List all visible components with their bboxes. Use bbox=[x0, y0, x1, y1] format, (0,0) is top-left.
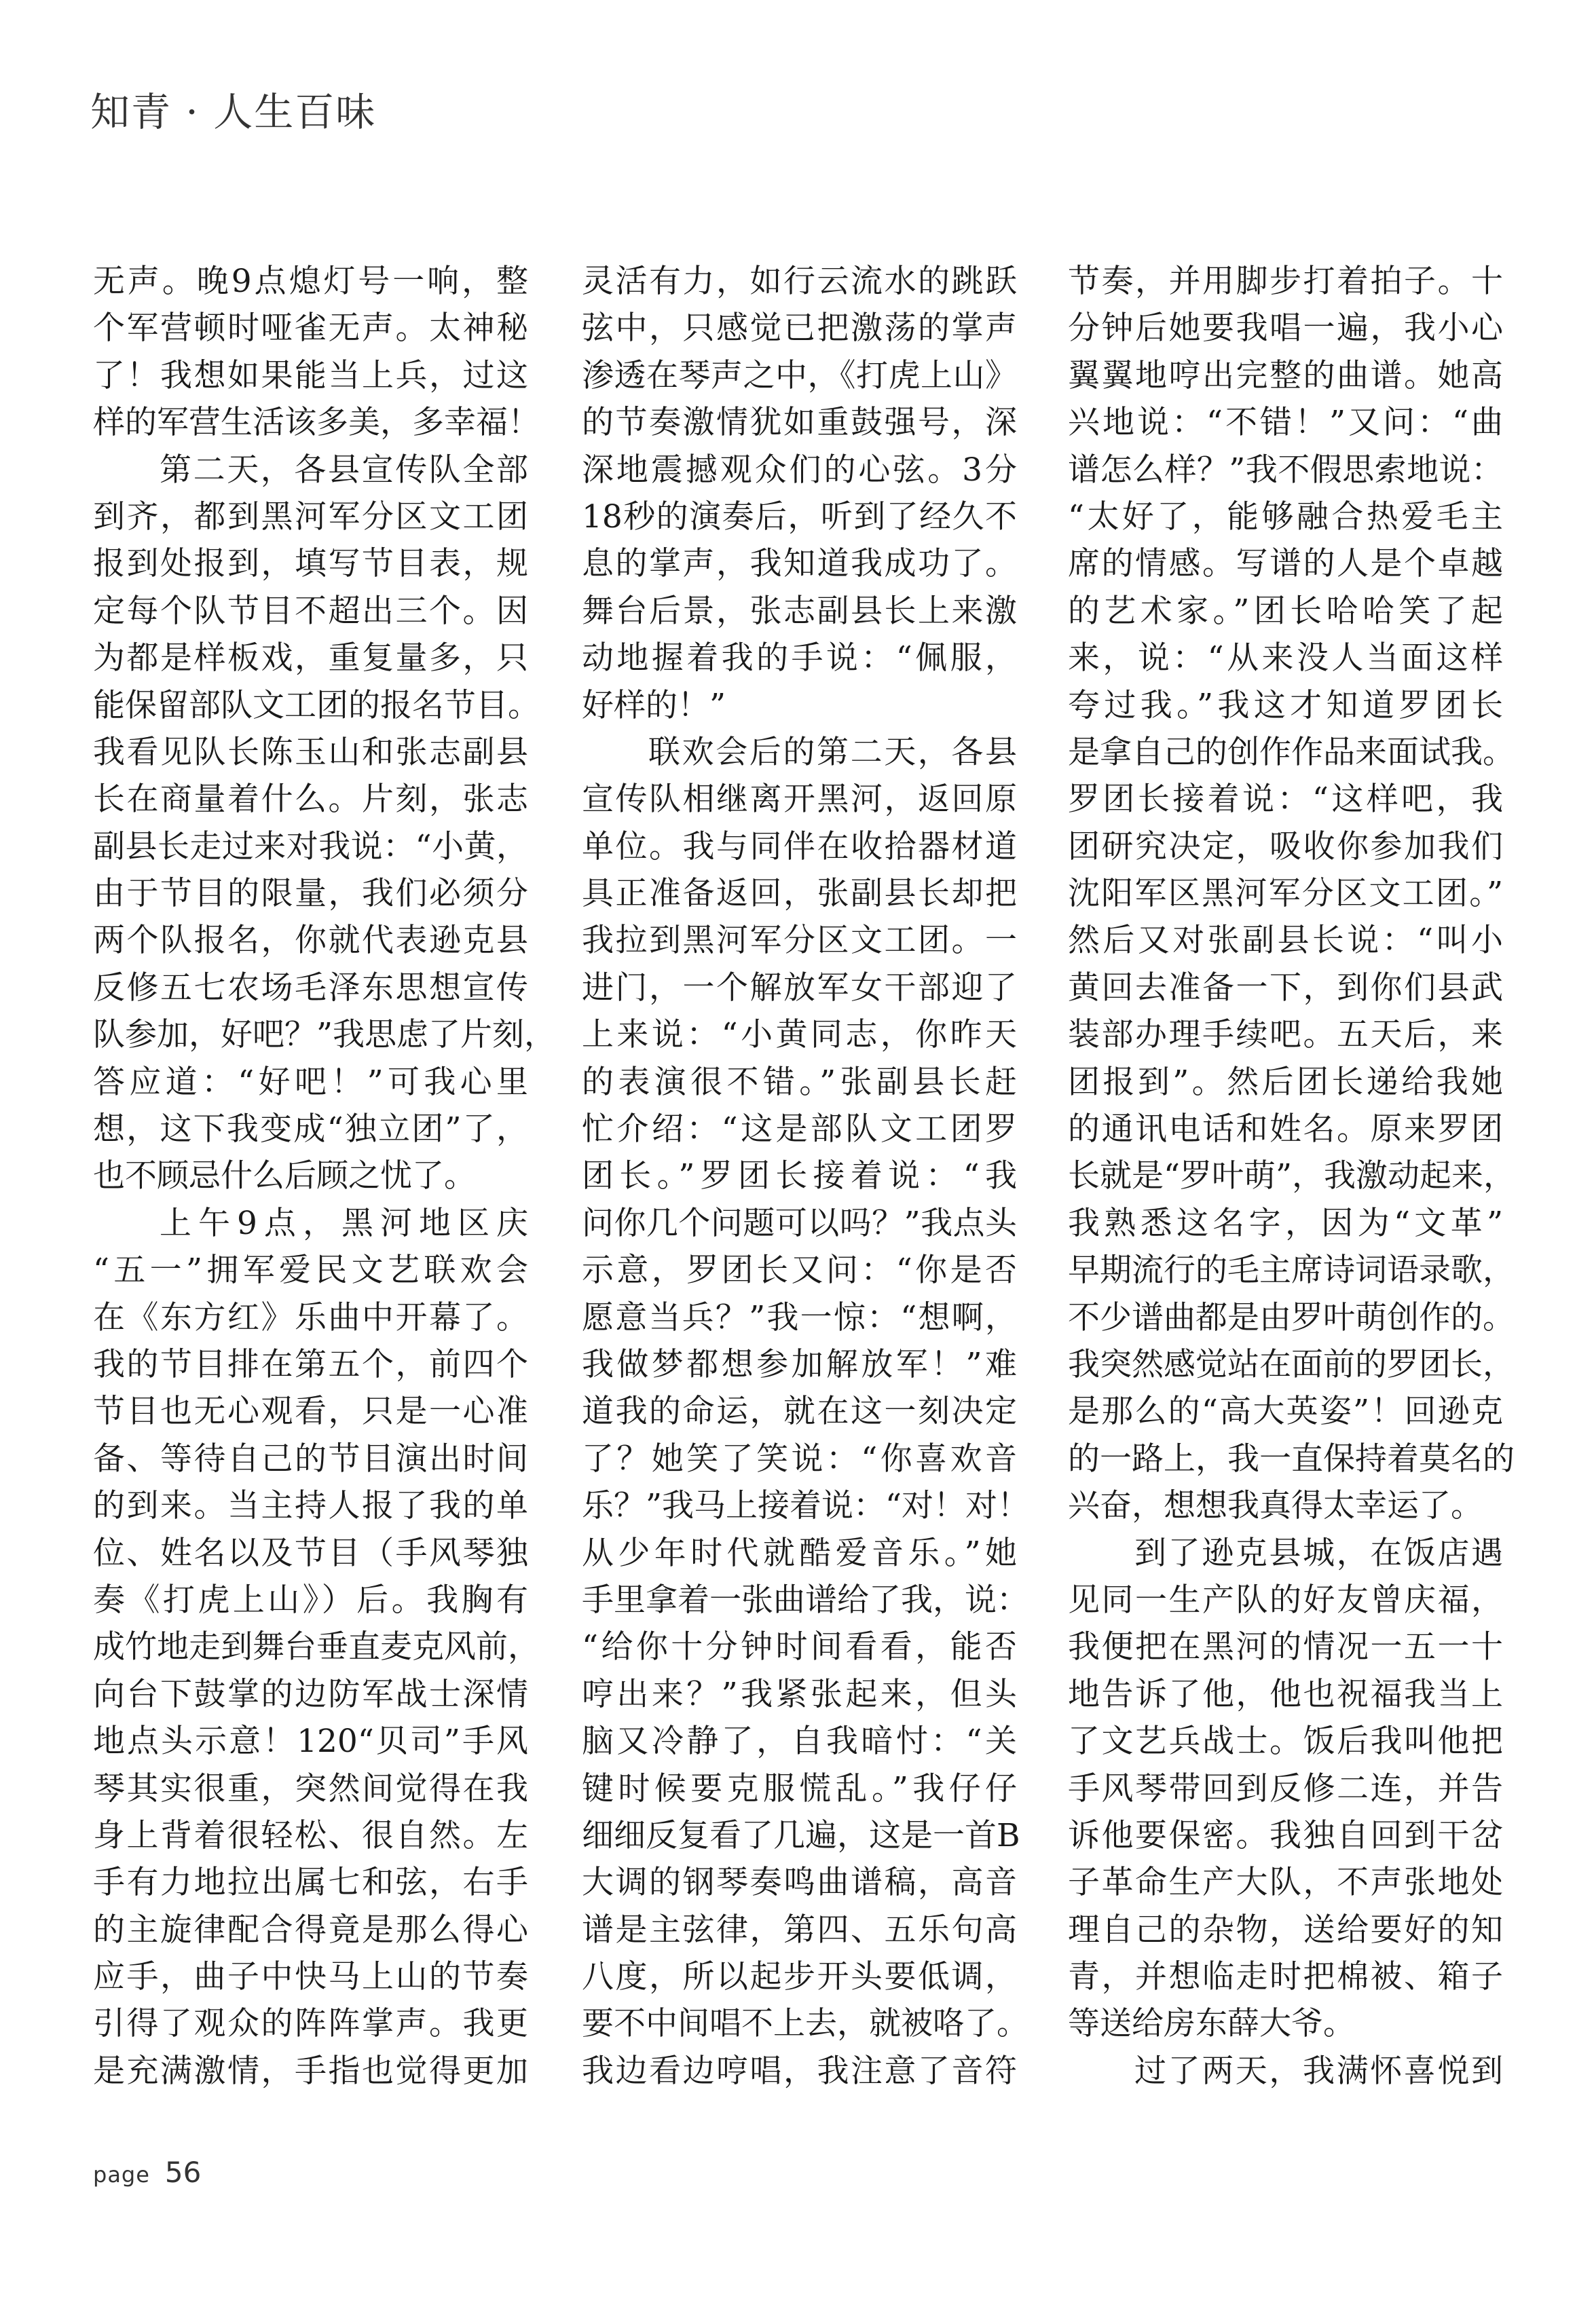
text-line: 装部办理手续吧。五天后，来 bbox=[1068, 1016, 1503, 1054]
text-line: 琴其实很重，突然间觉得在我 bbox=[93, 1769, 528, 1807]
text-line: 夸过我。”我这才知道罗团长 bbox=[1068, 686, 1503, 724]
text-line: 动地握着我的手说：“佩服， bbox=[582, 639, 1017, 677]
text-line: 到了逊克县城，在饭店遇 bbox=[1134, 1534, 1503, 1572]
text-line: 具正准备返回，张副县长却把 bbox=[582, 875, 1017, 913]
text-line: 应手，曲子中快马上山的节奏 bbox=[93, 1958, 528, 1996]
text-line: 地点头示意！120“贝司”手风 bbox=[93, 1723, 528, 1761]
text-column-3 bbox=[1068, 258, 1516, 2095]
text-line: 成竹地走到舞台垂直麦克风前， bbox=[93, 1628, 540, 1666]
text-line: 息的掌声，我知道我成功了。 bbox=[582, 545, 1017, 583]
text-line: 兴地说：“不错！”又问：“曲 bbox=[1068, 404, 1503, 442]
text-line: 理自己的杂物，送给要好的知 bbox=[1068, 1911, 1503, 1949]
text-line: “给你十分钟时间看看，能否 bbox=[582, 1628, 1017, 1666]
text-line: 八度，所以起步开头要低调， bbox=[582, 1958, 1017, 1996]
text-line: 我看见队长陈玉山和张志副县 bbox=[93, 733, 528, 771]
text-line: 子革命生产大队，不声张地处 bbox=[1068, 1864, 1503, 1902]
text-line: 答应道：“好吧！”可我心里 bbox=[93, 1063, 528, 1101]
text-line: 为都是样板戏，重复量多，只 bbox=[93, 639, 528, 677]
text-line: 的节奏激情犹如重鼓强号，深 bbox=[582, 404, 1017, 442]
text-line: 样的军营生活该多美，多幸福！ bbox=[93, 404, 540, 442]
text-column-1 bbox=[93, 258, 557, 2095]
text-line: 细细反复看了几遍，这是一首B bbox=[582, 1816, 1020, 1854]
text-line: 手里拿着一张曲谱给了我，说： bbox=[582, 1581, 1029, 1619]
text-line: 早期流行的毛主席诗词语录歌， bbox=[1068, 1252, 1515, 1290]
text-line: 奏《打虎上山》）后。我胸有 bbox=[93, 1581, 528, 1619]
text-line: 宣传队相继离开黑河，返回原 bbox=[582, 781, 1017, 819]
text-line: 18秒的演奏后，听到了经久不 bbox=[582, 498, 1017, 536]
page-footer bbox=[93, 2156, 201, 2189]
text-line: 两个队报名，你就代表逊克县 bbox=[93, 922, 528, 960]
text-line: 弦中，只感觉已把激荡的掌声 bbox=[582, 310, 1017, 348]
text-line: 定每个队节目不超出三个。因 bbox=[93, 592, 528, 630]
text-line: 反修五七农场毛泽东思想宣传 bbox=[93, 969, 528, 1007]
text-line: 身上背着很轻松、很自然。左 bbox=[93, 1816, 528, 1854]
text-line: 是那么的“高大英姿”！回逊克 bbox=[1068, 1393, 1503, 1431]
text-line: 长就是“罗叶萌”，我激动起来， bbox=[1068, 1157, 1516, 1195]
text-line: 我做梦都想参加解放军！”难 bbox=[582, 1345, 1017, 1383]
text-line: 翼翼地哼出完整的曲谱。她高 bbox=[1068, 356, 1503, 394]
text-line: 键时候要克服慌乱。”我仔仔 bbox=[582, 1769, 1017, 1807]
text-line: 上午9点，黑河地区庆 bbox=[160, 1204, 528, 1242]
text-line: 见同一生产队的好友曾庆福， bbox=[1068, 1581, 1503, 1619]
text-line: 地告诉了他，他也祝福我当上 bbox=[1068, 1675, 1503, 1713]
text-line: 深地震撼观众们的心弦。3分 bbox=[582, 451, 1017, 489]
text-line: 示意，罗团长又问：“你是否 bbox=[582, 1252, 1017, 1290]
text-line: 黄回去准备一下，到你们县武 bbox=[1068, 969, 1503, 1007]
text-line: 的通讯电话和姓名。原来罗团 bbox=[1068, 1110, 1503, 1148]
text-line: 谱怎么样？”我不假思索地说： bbox=[1068, 451, 1503, 489]
text-line: 我突然感觉站在面前的罗团长， bbox=[1068, 1345, 1515, 1383]
text-line: 罗团长接着说：“这样吧，我 bbox=[1068, 781, 1503, 819]
text-line: 席的情感。写谱的人是个卓越 bbox=[1068, 545, 1503, 583]
text-line: 我熟悉这名字，因为“文革” bbox=[1068, 1204, 1503, 1242]
text-line: 等送给房东薛大爷。 bbox=[1068, 2005, 1355, 2043]
text-line: 在《东方红》乐曲中开幕了。 bbox=[93, 1298, 528, 1336]
text-line: 备、等待自己的节目演出时间 bbox=[93, 1440, 528, 1478]
text-line: 第二天，各县宣传队全部 bbox=[160, 451, 528, 489]
text-line: 无声。晚9点熄灯号一响，整 bbox=[93, 263, 528, 300]
text-line: 了文艺兵战士。饭后我叫他把 bbox=[1068, 1723, 1503, 1761]
text-line: 的艺术家。”团长哈哈笑了起 bbox=[1068, 592, 1503, 630]
text-line: 想，这下我变成“独立团”了， bbox=[93, 1110, 528, 1148]
text-line: 从少年时代就酷爱音乐。”她 bbox=[582, 1534, 1017, 1572]
text-line: 的表演很不错。”张副县长赶 bbox=[582, 1063, 1017, 1101]
text-line: 长在商量着什么。片刻，张志 bbox=[93, 781, 528, 819]
text-line: 然后又对张副县长说：“叫小 bbox=[1068, 922, 1503, 960]
text-line: 大调的钢琴奏鸣曲谱稿，高音 bbox=[582, 1864, 1017, 1902]
text-line: 队参加，好吧？”我思虑了片刻， bbox=[93, 1016, 557, 1054]
text-line: 我便把在黑河的情况一五一十 bbox=[1068, 1628, 1503, 1666]
text-line: 节目也无心观看，只是一心准 bbox=[93, 1393, 528, 1431]
text-line: 向台下鼓掌的边防军战士深情 bbox=[93, 1675, 528, 1713]
text-line: 了？她笑了笑说：“你喜欢音 bbox=[582, 1440, 1017, 1478]
text-line: 了！我想如果能当上兵，过这 bbox=[93, 356, 528, 394]
text-line: 来，说：“从来没人当面这样 bbox=[1068, 639, 1503, 677]
text-line: 手风琴带回到反修二连，并告 bbox=[1068, 1769, 1503, 1807]
text-line: 分钟后她要我唱一遍，我小心 bbox=[1068, 310, 1503, 348]
text-column-2 bbox=[582, 258, 1030, 2095]
text-line: 个军营顿时哑雀无声。太神秘 bbox=[93, 310, 528, 348]
text-line: 舞台后景，张志副县长上来激 bbox=[582, 592, 1017, 630]
text-line: 我的节目排在第五个，前四个 bbox=[93, 1345, 528, 1383]
text-line: 联欢会后的第二天，各县 bbox=[648, 733, 1017, 771]
text-line: 哼出来？”我紧张起来，但头 bbox=[582, 1675, 1017, 1713]
text-line: 的到来。当主持人报了我的单 bbox=[93, 1487, 528, 1525]
text-line: 脑又冷静了，自我暗忖：“关 bbox=[582, 1723, 1017, 1761]
text-line: 问你几个问题可以吗？”我点头 bbox=[582, 1204, 1017, 1242]
text-line: 我边看边哼唱，我注意了音符 bbox=[582, 2052, 1017, 2090]
text-line: 不少谱曲都是由罗叶萌创作的。 bbox=[1068, 1298, 1515, 1336]
text-line: 青，并想临走时把棉被、箱子 bbox=[1068, 1958, 1503, 1996]
text-line: 团长。”罗团长接着说：“我 bbox=[582, 1157, 1017, 1195]
text-line: 是充满激情，手指也觉得更加 bbox=[93, 2052, 528, 2090]
text-line: 的主旋律配合得竟是那么得心 bbox=[93, 1911, 528, 1949]
section-header: 知青 · 人生百味 bbox=[90, 89, 377, 135]
text-line: 上来说：“小黄同志，你昨天 bbox=[582, 1016, 1017, 1054]
text-line: 谱是主弦律，第四、五乐句高 bbox=[582, 1911, 1017, 1949]
page-number: 56 bbox=[164, 2156, 202, 2189]
text-line: 诉他要保密。我独自回到干岔 bbox=[1068, 1816, 1503, 1854]
text-line: 沈阳军区黑河军分区文工团。” bbox=[1068, 875, 1503, 913]
text-line: 由于节目的限量，我们必须分 bbox=[93, 875, 528, 913]
text-line: 单位。我与同伴在收拾器材道 bbox=[582, 827, 1017, 865]
text-line: 节奏，并用脚步打着拍子。十 bbox=[1068, 263, 1503, 300]
text-line: 团报到”。然后团长递给我她 bbox=[1068, 1063, 1503, 1101]
text-line: 的一路上，我一直保持着莫名的 bbox=[1068, 1440, 1515, 1478]
text-line: 愿意当兵？”我一惊：“想啊， bbox=[582, 1298, 1017, 1336]
text-line: 到齐，都到黑河军分区文工团 bbox=[93, 498, 528, 536]
text-line: 乐？”我马上接着说：“对！对！ bbox=[582, 1487, 1030, 1525]
text-line: 忙介绍：“这是部队文工团罗 bbox=[582, 1110, 1017, 1148]
text-line: 要不中间唱不上去，就被咯了。 bbox=[582, 2005, 1029, 2043]
text-line: 能保留部队文工团的报名节目。 bbox=[93, 686, 540, 724]
text-line: 位、姓名以及节目（手风琴独 bbox=[93, 1534, 528, 1572]
text-line: 渗透在琴声之中，《打虎上山》 bbox=[582, 356, 1017, 394]
text-line: “太好了，能够融合热爱毛主 bbox=[1068, 498, 1503, 536]
text-line: 引得了观众的阵阵掌声。我更 bbox=[93, 2005, 528, 2043]
text-line: 我拉到黑河军分区文工团。一 bbox=[582, 922, 1017, 960]
text-line: 进门，一个解放军女干部迎了 bbox=[582, 969, 1017, 1007]
text-line: 报到处报到，填写节目表，规 bbox=[93, 545, 528, 583]
text-line: 也不顾忌什么后顾之忧了。 bbox=[93, 1157, 476, 1195]
text-line: 团研究决定，吸收你参加我们 bbox=[1068, 827, 1503, 865]
text-line: 灵活有力，如行云流水的跳跃 bbox=[582, 263, 1017, 300]
text-line: “五一”拥军爱民文艺联欢会 bbox=[93, 1252, 528, 1290]
text-line: 手有力地拉出属七和弦，右手 bbox=[93, 1864, 528, 1902]
text-line: 是拿自己的创作作品来面试我。 bbox=[1068, 733, 1515, 771]
text-line: 好样的！” bbox=[582, 686, 726, 724]
text-line: 过了两天，我满怀喜悦到 bbox=[1134, 2052, 1503, 2090]
text-line: 道我的命运，就在这一刻决定 bbox=[582, 1393, 1017, 1431]
page-label: page bbox=[93, 2162, 150, 2188]
text-line: 副县长走过来对我说：“小黄， bbox=[93, 827, 528, 865]
text-line: 兴奋，想想我真得太幸运了。 bbox=[1068, 1487, 1483, 1525]
